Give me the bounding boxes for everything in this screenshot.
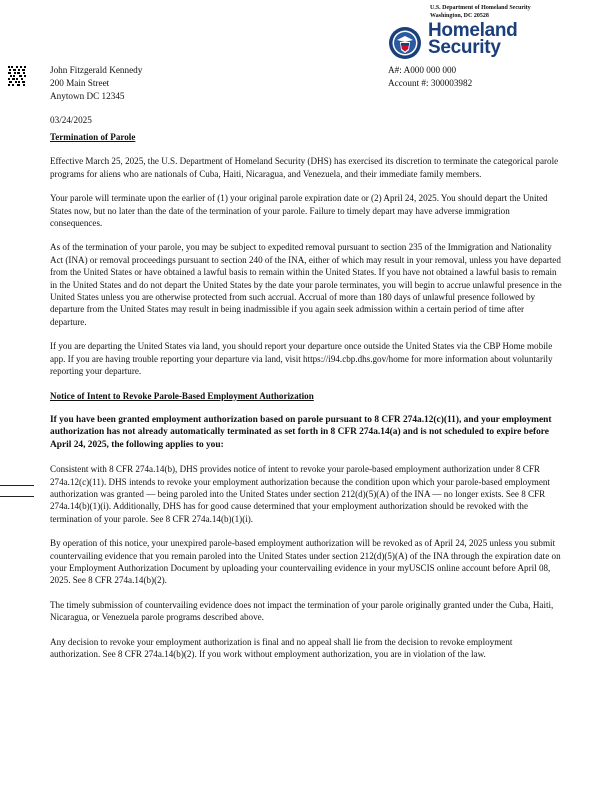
section-title-termination: Termination of Parole xyxy=(50,132,136,142)
recipient-city: Anytown DC 12345 xyxy=(50,91,125,101)
account-info xyxy=(388,64,472,90)
margin-mark xyxy=(0,496,34,497)
agency-name: U.S. Department of Homeland Security xyxy=(430,5,531,11)
section-title-employment: Notice of Intent to Revoke Parole-Based Employment Authorization xyxy=(50,390,314,401)
letter-date: 03/24/2025 xyxy=(50,115,92,125)
recipient-name: John Fitzgerald Kennedy xyxy=(50,65,143,75)
bold-notice-paragraph: If you have been granted employment authorization based on parole pursuant to 8 CFR 274a.12(c)(11), and your employment authorization has not already automatically terminated as set forth in 8 CFR 274a.14(a) and is not scheduled to expire before April 24, 2025, the following applies to you: xyxy=(50,414,552,450)
paragraph: Consistent with 8 CFR 274a.14(b), DHS provides notice of intent to revoke your parole-based employment authorization under 8 CFR 274a.12(c)(11). DHS intends to revoke your employment authorization because the condition upon which your parole-based employment authorization was granted — being paroled into the United States under section 212(d)(5)(A) of the INA — no longer exists. See 8 CFR 274a.14(b)(1)(i). Additionally, DHS has for good cause determined that your employment authorization should be revoked with the termination of your parole. See 8 CFR 274a.14(b)(1)(i). xyxy=(50,464,550,524)
letter-body xyxy=(50,131,562,672)
logo-text-line2: Security xyxy=(428,37,501,58)
a-number: A#: A000 000 000 xyxy=(388,65,457,75)
paragraph: As of the termination of your parole, you may be subject to expedited removal pursuant to section 235 of the Immigration and Nationality Act (INA) or removal proceedings pursuant to section 240 of the INA, either of which may result in your removal, unless you have departed from the United States or have obtained a lawful basis to remain within the United States. If you have not obtained a lawful basis to remain in the United States and do not depart the United States by the date your parole terminates, you will begin to accrue unlawful presence in the United States unless you are otherwise protected from such accrual. Accrual of more than 180 days of unlawful presence followed by departure from the United States may result in being inadmissible if you again seek admission within a certain period of time after departure. xyxy=(50,242,562,327)
account-number: Account #: 300003982 xyxy=(388,78,473,88)
paragraph: Any decision to revoke your employment authorization is final and no appeal shall lie from the decision to revoke employment authorization. See 8 CFR 274a.14(b)(2). If you work without employment authorization, you are in violation of the law. xyxy=(50,636,513,659)
paragraph: If you are departing the United States via land, you should report your departure once outside the United States via the CBP Home mobile app. If you are having trouble reporting your departure via land, visit https://i94.cbp.dhs.gov/home for more information about voluntarily reporting your departure. xyxy=(50,341,553,377)
logo-text-line1: Homeland xyxy=(428,20,518,41)
paragraph: By operation of this notice, your unexpired parole-based employment authorization will be revoked as of April 24, 2025 unless you submit countervailing evidence that you remain paroled into the United States under section 212(d)(5)(A) of the INA through the expiration date on your Employment Authorization Document by uploading your countervailing evidence in your myUSCIS online account before April 08, 2025. See 8 CFR 274a.14(b)(2). xyxy=(50,538,561,586)
agency-header xyxy=(430,4,570,20)
agency-address: Washington, DC 20528 xyxy=(430,13,489,19)
paragraph: The timely submission of countervailing evidence does not impact the termination of your parole originally granted under the Cuba, Haiti, Nicaragua, or Venezuela parole programs described above. xyxy=(50,599,554,623)
paragraph: Effective March 25, 2025, the U.S. Department of Homeland Security (DHS) has exercised its discretion to terminate the categorical parole programs for aliens who are nationals of Cuba, Haiti, Nicaragua, and Venezuela, and their immediate family members. xyxy=(50,156,559,179)
margin-mark xyxy=(0,485,34,486)
recipient-address xyxy=(50,64,142,103)
recipient-street: 200 Main Street xyxy=(50,78,110,88)
dhs-seal-icon xyxy=(388,26,422,60)
qr-code-icon xyxy=(8,66,26,86)
homeland-security-logo xyxy=(428,22,517,56)
paragraph: Your parole will terminate upon the earlier of (1) your original parole expiration date or (2) April 24, 2025. You should depart the United States now, but no later than the date of the termination of your parole. Failure to timely depart may have adverse immigration consequences. xyxy=(50,193,548,229)
